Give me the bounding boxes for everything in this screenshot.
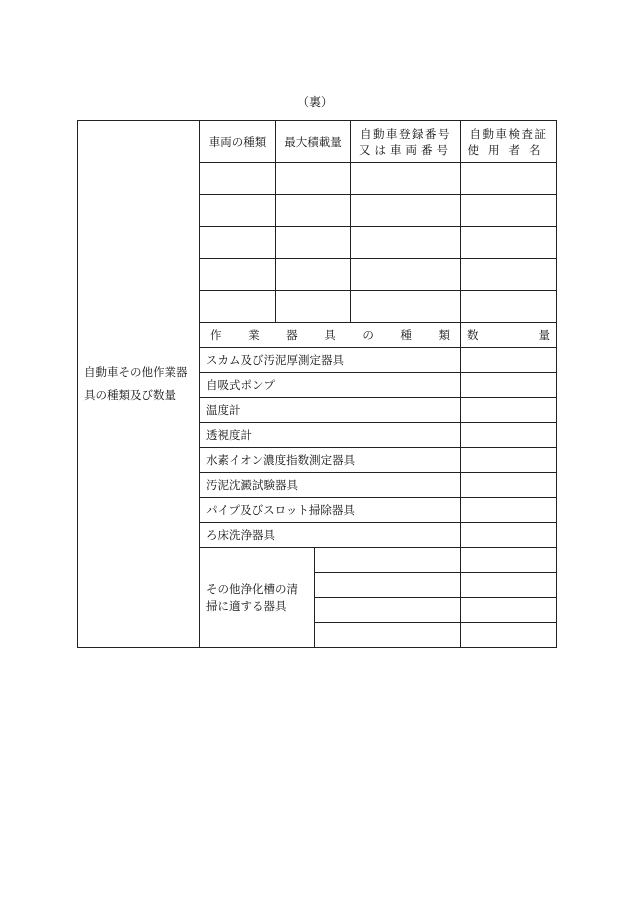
header-inspection-cert-user: [461, 121, 557, 163]
vehicle-type-field[interactable]: [200, 163, 276, 195]
equipment-quantity-field[interactable]: [461, 398, 557, 423]
header-max-load-label: 最大積載量: [284, 134, 342, 149]
max-load-field[interactable]: [276, 291, 351, 323]
vehicle-type-field[interactable]: [200, 227, 276, 259]
header-registration-number: [351, 121, 461, 163]
header-char: 業: [248, 328, 260, 342]
cert-user-field[interactable]: [461, 227, 557, 259]
header-char: 種: [400, 328, 412, 342]
cert-user-field[interactable]: [461, 195, 557, 227]
vehicle-type-field[interactable]: [200, 195, 276, 227]
header-registration-line1: 自動車登録番号: [360, 126, 451, 141]
registration-number-field[interactable]: [351, 259, 461, 291]
equipment-item-label: 自吸式ポンプ: [200, 373, 461, 398]
header-char: 具: [324, 328, 336, 342]
equipment-item-label: パイプ及びスロット掃除器具: [200, 498, 461, 523]
header-quantity: [461, 323, 557, 348]
cert-user-field[interactable]: [461, 259, 557, 291]
equipment-quantity-field[interactable]: [461, 498, 557, 523]
vehicle-header-row: [78, 121, 557, 163]
other-equipment-quantity-field[interactable]: [461, 598, 557, 623]
header-max-load: [276, 121, 351, 163]
header-char: 器: [286, 328, 298, 342]
equipment-quantity-field[interactable]: [461, 473, 557, 498]
equipment-item-label: ろ床洗浄器具: [200, 523, 461, 548]
equipment-quantity-field[interactable]: [461, 523, 557, 548]
other-equipment-quantity-field[interactable]: [461, 548, 557, 573]
max-load-field[interactable]: [276, 163, 351, 195]
registration-number-field[interactable]: [351, 195, 461, 227]
header-cert-line2: 使用者名: [467, 142, 550, 157]
max-load-field[interactable]: [276, 259, 351, 291]
header-char: 類: [438, 328, 450, 342]
equipment-item-label: スカム及び汚泥厚測定器具: [200, 348, 461, 373]
cert-user-field[interactable]: [461, 291, 557, 323]
equipment-quantity-field[interactable]: [461, 348, 557, 373]
equipment-item-label: 温度計: [200, 398, 461, 423]
header-equipment-kind-label: [200, 327, 460, 343]
other-equipment-quantity-field[interactable]: [461, 573, 557, 598]
vehicle-equipment-table: [77, 120, 557, 648]
header-quantity-label: [461, 327, 556, 343]
equipment-quantity-field[interactable]: [461, 423, 557, 448]
equipment-item-label: 水素イオン濃度指数測定器具: [200, 448, 461, 473]
header-char: 作: [210, 328, 222, 342]
equipment-item-label: 透視度計: [200, 423, 461, 448]
equipment-quantity-field[interactable]: [461, 373, 557, 398]
other-equipment-quantity-field[interactable]: [461, 623, 557, 648]
other-equipment-name-field[interactable]: [315, 623, 461, 648]
vehicle-type-field[interactable]: [200, 259, 276, 291]
side-label: 自動車その他作業器具の種類及び数量: [84, 365, 188, 402]
cert-user-field[interactable]: [461, 163, 557, 195]
equipment-item-label: 汚泥沈澱試験器具: [200, 473, 461, 498]
other-equipment-name-field[interactable]: [315, 598, 461, 623]
equipment-quantity-field[interactable]: [461, 448, 557, 473]
vehicle-type-field[interactable]: [200, 291, 276, 323]
page-title: （裏）: [296, 95, 333, 109]
side-label-cell: [78, 121, 200, 648]
registration-number-field[interactable]: [351, 227, 461, 259]
other-equipment-name-field[interactable]: [315, 548, 461, 573]
header-cert-line1: 自動車検査証: [469, 126, 548, 141]
max-load-field[interactable]: [276, 227, 351, 259]
other-equipment-name-field[interactable]: [315, 573, 461, 598]
header-registration-line2: 又は車両番号: [359, 142, 452, 157]
header-char: 数: [467, 328, 479, 342]
header-vehicle-type: [200, 121, 276, 163]
other-equipment-label: その他浄化槽の清掃に適する器具: [206, 581, 298, 613]
header-vehicle-type-label: 車両の種類: [208, 134, 267, 149]
header-char: の: [362, 328, 374, 342]
other-equipment-label-cell: [200, 548, 315, 648]
registration-number-field[interactable]: [351, 163, 461, 195]
max-load-field[interactable]: [276, 195, 351, 227]
registration-number-field[interactable]: [351, 291, 461, 323]
header-char: 量: [538, 328, 550, 342]
header-equipment-kind: [200, 323, 461, 348]
